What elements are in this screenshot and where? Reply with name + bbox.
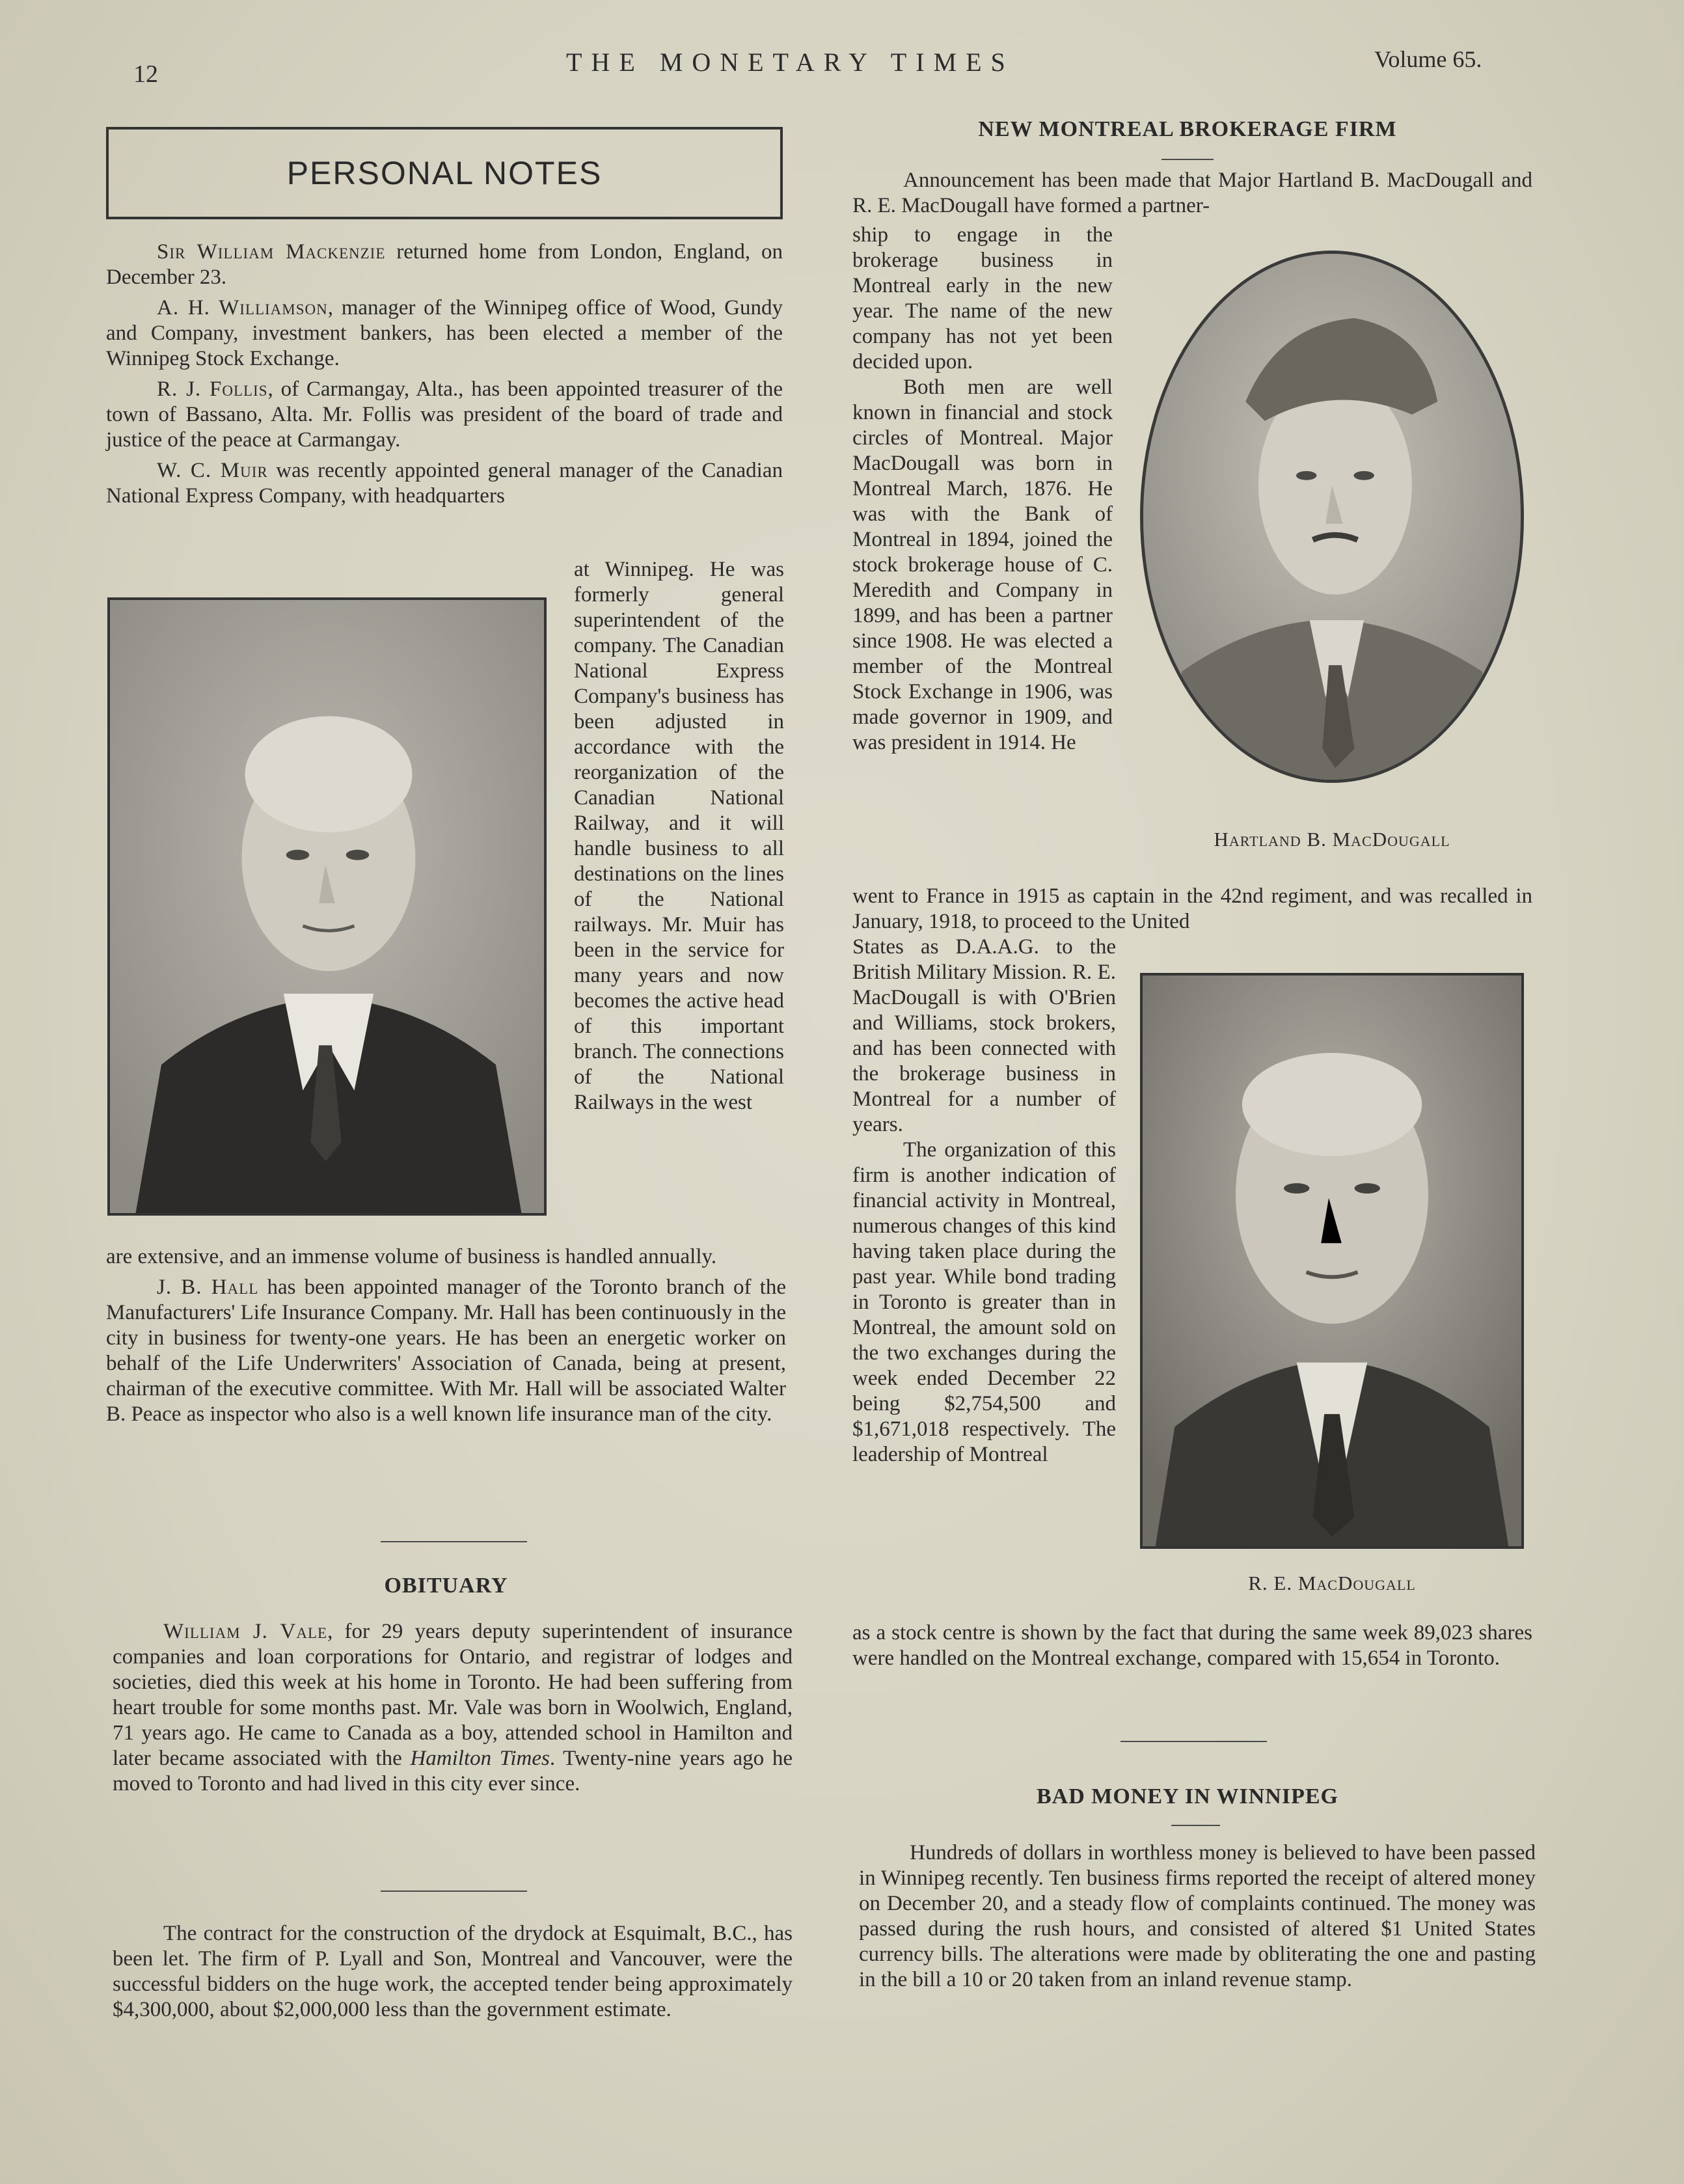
person-name: J. B. Hall (157, 1276, 259, 1299)
brokerage-text: as a stock centre is shown by the fact that during the same week 89,023 shares were handled on the Montreal exchange, compared with 15,654 in Toronto. (852, 1621, 1532, 1670)
heading-underline (1161, 159, 1214, 160)
brokerage-text: ship to engage in the brokerage business in Montreal early in the new year. The name of the new company has not yet been decided upon. (852, 223, 1113, 374)
bad-money-paragraph: Hundreds of dollars in worthless money is believed to have been passed in Winnipeg recently. Ten business firms reported the receipt of altered money on December 20, and a steady flow of complaints continued. The money was passed during the rush hours, and consisted of altered $1 United States currency bills. The alterations were made by obliterating the one and pasting in the bill a 10 or 20 taken from an inland revenue stamp. (859, 1841, 1536, 1991)
note-text: , manager of the Winnipeg office of Wood, Gundy and Company, investment bankers, has been elected a member of the Winnipeg Stock Exchange. (106, 296, 783, 370)
section-divider (381, 1891, 527, 1892)
drydock-column (113, 1921, 793, 2028)
hartland-macdougall-portrait (1140, 251, 1524, 783)
re-macdougall-portrait (1140, 973, 1524, 1549)
bad-money-column (859, 1840, 1536, 1998)
section-divider (1120, 1741, 1267, 1742)
volume-label: Volume 65. (1374, 46, 1482, 72)
obituary-column (113, 1619, 793, 1802)
person-name: R. J. Follis (157, 377, 268, 401)
obituary-heading: OBITUARY (384, 1574, 508, 1598)
muir-portrait-photo (107, 597, 547, 1216)
person-name: Sir William Mackenzie (157, 240, 386, 264)
note-text: at Winnipeg. He was formerly general superintendent of the company. The Canadian National Express Company's business has been adjusted in accordance with the reorganization of the Canadian National Railway, and it will handle business to all destinations on the lines of the National railways. Mr. Muir has been in the service for many years and now becomes the active head of this important branch. The connections of the National Railways in the west (574, 558, 784, 1114)
note-paragraph (106, 1275, 786, 1427)
obituary-text: , for 29 years deputy superintendent of insurance companies and loan corporations for Ontario, and registrar of lodges and societies, died this week at his home in Toronto. He had been suffering from heart trouble for some months past. Mr. Vale was born in Woolwich, England, 71 years ago. He came to Canada as a boy, attended school in Hamilton and later became associated with the (113, 1620, 793, 1770)
note-text: returned home from London, England, on December 23. (106, 240, 783, 289)
publication-title: THE MONETARY TIMES (566, 48, 1014, 77)
caption-text: R. E. MacDougall (1248, 1572, 1416, 1594)
portrait-image (110, 600, 544, 1213)
bad-money-heading: BAD MONEY IN WINNIPEG (1037, 1784, 1338, 1809)
note-paragraph (106, 377, 783, 453)
brokerage-side-text-2 (852, 935, 1116, 1467)
personal-notes-heading: PERSONAL NOTES (286, 155, 603, 191)
newspaper-name: Hamilton Times (410, 1747, 550, 1770)
obituary-text: . Twenty-nine years ago he moved to Toronto and had lived in this city ever since. (113, 1747, 793, 1795)
brokerage-text: went to France in 1915 as captain in the 42nd regiment, and was recalled in January, 1918, to proceed to the United (852, 884, 1532, 933)
section-divider (381, 1541, 527, 1542)
brokerage-full-2 (852, 1620, 1532, 1676)
re-macdougall-caption (1140, 1572, 1524, 1595)
portrait-image (1143, 976, 1521, 1546)
page-number: 12 (133, 61, 158, 88)
hartland-caption (1140, 828, 1524, 851)
heading-underline (1171, 1825, 1220, 1826)
brokerage-text: States as D.A.A.G. to the British Military Mission. R. E. MacDougall is with O'Brien and Williams, stock brokers, and has been connected with the brokerage business in Montreal for a number of years. (852, 935, 1116, 1136)
note-text: , of Carmangay, Alta., has been appointed treasurer of the town of Bassano, Alta. Mr. Follis was president of the board of trade and justice of the peace at Carmangay. (106, 377, 783, 452)
note-paragraph (106, 239, 783, 290)
note-paragraph (106, 295, 783, 372)
personal-notes-continued (106, 1244, 786, 1432)
brokerage-text: Both men are well known in financial and stock circles of Montreal. Major MacDougall was born in Montreal March, 1876. He was with the Bank of Montreal in 1894, joined the stock brokerage house of C. Meredith and Company in 1899, and has been a partner since 1908. He was elected a member of the Montreal Stock Exchange in 1906, was made governor in 1909, and was president in 1914. He (852, 375, 1113, 754)
brokerage-text: Announcement has been made that Major Hartland B. MacDougall and R. E. MacDougall have formed a partner- (852, 169, 1532, 217)
obituary-paragraph (113, 1619, 793, 1797)
note-text: has been appointed manager of the Toronto branch of the Manufacturers' Life Insurance Company. Mr. Hall has been continuously in the city in business for twenty-one years. He has been an energetic worker on behalf of the Life Underwriters' Association of Canada, being at present, chairman of the executive committee. With Mr. Hall will be associated Walter B. Peace as inspector who also is a well known life insurance man of the city. (106, 1276, 786, 1426)
note-text: are extensive, and an immense volume of business is handled annually. (106, 1245, 717, 1268)
note-paragraph (106, 458, 783, 509)
brokerage-text: The organization of this firm is another indication of financial activity in Montreal, numerous changes of this kind having taken place during the past year. While bond trading in Toronto is greater than in Montreal, the amount sold on the two exchanges during the week ended December 22 being $2,754,500 and $1,671,018 respectively. The leadership of Montreal (852, 1138, 1116, 1466)
portrait-image (1143, 254, 1521, 780)
personal-notes-column (106, 239, 783, 514)
brokerage-intro (852, 168, 1532, 224)
brokerage-full-1 (852, 884, 1532, 940)
person-name: William J. Vale (163, 1620, 328, 1643)
brokerage-heading: NEW MONTREAL BROKERAGE FIRM (978, 117, 1397, 141)
brokerage-side-text-1 (852, 223, 1113, 756)
person-name: W. C. Muir (157, 459, 268, 482)
caption-text: Hartland B. MacDougall (1214, 828, 1450, 851)
muir-side-text (574, 557, 784, 1115)
drydock-paragraph: The contract for the construction of the drydock at Esquimalt, B.C., has been let. The firm of P. Lyall and Son, Montreal and Vancouver, were the successful bidders on the huge work, the accepted tender being approximately $4,300,000, about $2,000,000 less than the government estimate. (113, 1922, 793, 2021)
person-name: A. H. Williamson (157, 296, 328, 320)
note-text: was recently appointed general manager of the Canadian National Express Company, with headquarters (106, 459, 783, 508)
personal-notes-heading-box (106, 127, 783, 219)
